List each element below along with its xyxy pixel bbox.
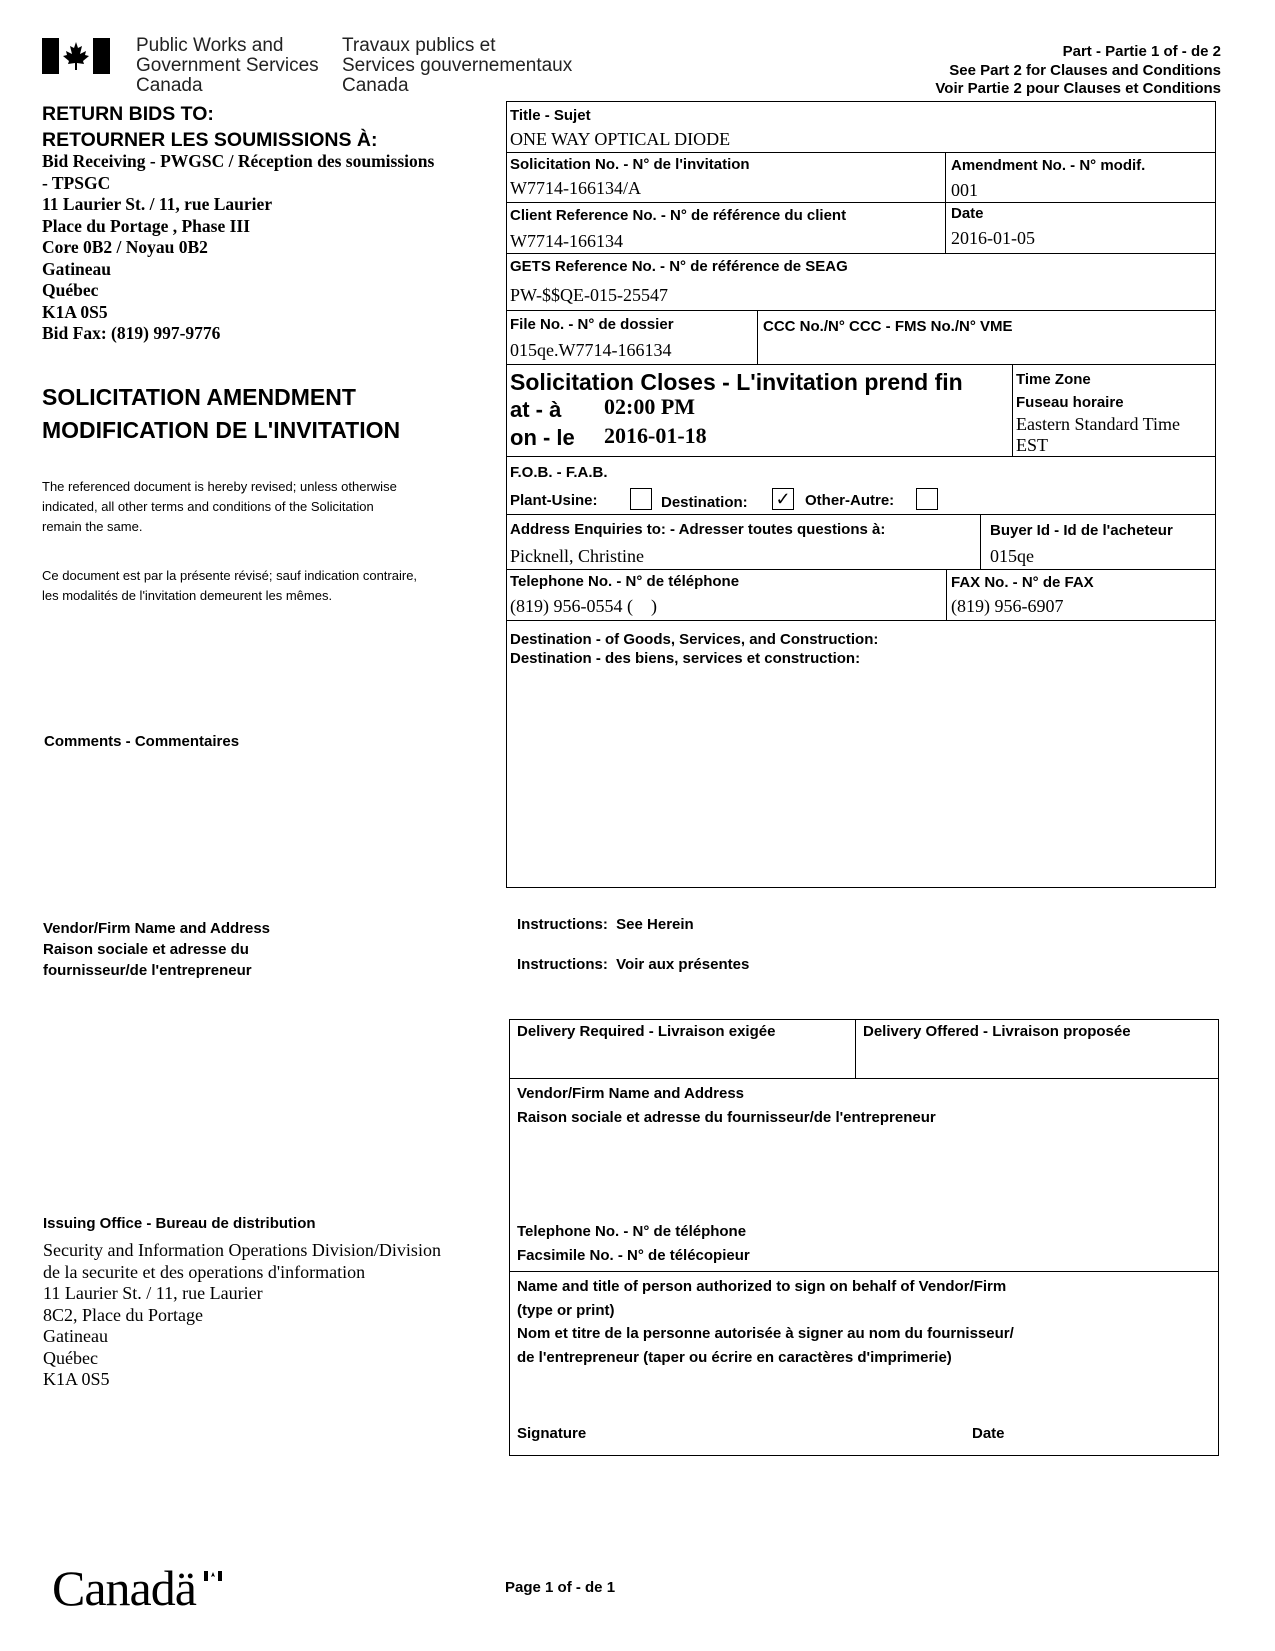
enquiries-value: Picknell, Christine [510,546,644,566]
divider [506,152,1216,153]
other-autre-checkbox[interactable] [916,488,938,510]
divider [509,1271,1219,1272]
part-indicator: Part - Partie 1 of - de 2 See Part 2 for Clauses and Conditions Voir Partie 2 pour Clauses et Conditions [935,43,1221,97]
solicitation-no-label: Solicitation No. - N° de l'invitation [510,156,750,173]
divider [946,569,947,620]
gets-ref-label: GETS Reference No. - N° de référence de SEAG [510,258,848,275]
time-zone-label: Time Zone Fuseau horaire [1016,371,1124,411]
buyer-id-label: Buyer Id - Id de l'acheteur [990,522,1173,539]
on-label: on - le [510,425,575,450]
destination-checkbox[interactable] [772,488,794,510]
vendor-name-address-label-fr: Raison sociale et adresse du fournisseur/de l'entrepreneur [517,1109,936,1126]
divider [1012,364,1013,456]
authorized-signer-label: Name and title of person authorized to sign on behalf of Vendor/Firm (type or print) Nom et titre de la personne autorisée à signer au nom du fournisseur/ de l'entrepreneur (taper ou écrire en caractères d'imprimerie) [517,1278,1014,1366]
divider [506,514,1216,515]
issuing-office-label: Issuing Office - Bureau de distribution [43,1215,316,1232]
buyer-id-value: 015qe [990,546,1034,566]
return-bids-address: Bid Receiving - PWGSC / Réception des soumissions - TPSGC 11 Laurier St. / 11, rue Laurier Place du Portage , Phase III Core 0B2 / Noyau 0B2 Gatineau Québec K1A 0S5 Bid Fax: (819) 997-9776 [42,151,435,343]
divider [945,152,946,253]
delivery-required-label: Delivery Required - Livraison exigée [517,1023,776,1040]
divider [506,569,1216,570]
notice-en: The referenced document is hereby revised; unless otherwise indicated, all other terms and conditions of the Solicitation remain the same. [42,479,397,534]
solicitation-no-value: W7714-166134/A [510,178,641,198]
destination-label: Destination: [661,494,748,511]
fax-value: (819) 956-6907 [951,596,1064,616]
closing-time-value: 02:00 PM [604,394,696,419]
at-label: at - à [510,397,562,422]
date-label: Date [951,205,984,222]
divider [980,514,981,569]
time-zone-value: Eastern Standard Time EST [1016,414,1180,455]
instructions-en: Instructions: See Herein [517,916,694,933]
telephone-label: Telephone No. - N° de téléphone [510,573,740,590]
gets-ref-value: PW-$$QE-015-25547 [510,285,668,305]
enquiries-label: Address Enquiries to: - Adresser toutes questions à: [510,521,886,538]
comments-label: Comments - Commentaires [44,733,240,750]
divider [855,1019,856,1079]
divider [509,1078,1219,1079]
document-title: SOLICITATION AMENDMENT MODIFICATION DE L'INVITATION [42,384,401,443]
client-ref-label: Client Reference No. - N° de référence du client [510,207,847,224]
plant-usine-checkbox[interactable] [630,488,652,510]
divider [757,310,758,364]
fax-label: FAX No. - N° de FAX [951,574,1094,591]
date-value: 2016-01-05 [951,228,1035,248]
canada-wordmark: Canadä [52,1560,196,1616]
other-autre-label: Other-Autre: [805,492,895,509]
client-ref-value: W7714-166134 [510,231,623,251]
title-value: ONE WAY OPTICAL DIODE [510,129,731,149]
file-no-label: File No. - N° de dossier [510,316,674,333]
department-name-en: Public Works and Government Services Canada [136,35,319,96]
file-no-value: 015qe.W7714-166134 [510,340,672,360]
vendor-telephone-label: Telephone No. - N° de téléphone [517,1223,747,1240]
divider [506,253,1216,254]
divider [506,456,1216,457]
closing-date-value: 2016-01-18 [604,423,707,448]
divider [506,202,1216,203]
check-mark-icon: ✓ [775,489,791,509]
issuing-office-address: Security and Information Operations Division/Division de la securite et des operations d'information 11 Laurier St. / 11, rue Laurier 8C2, Place du Portage Gatineau Québec K1A 0S5 [43,1240,441,1389]
destination-goods-label: Destination - of Goods, Services, and Construction: Destination - des biens, services et construction: [510,631,879,667]
notice-fr: Ce document est par la présente révisé; sauf indication contraire, les modalités de l'invitation demeurent les mêmes. [42,568,418,603]
plant-usine-label: Plant-Usine: [510,492,598,509]
flag-mini-icon [204,1568,222,1578]
closes-title: Solicitation Closes - L'invitation prend fin [510,369,963,395]
department-name-fr: Travaux publics et Services gouvernementaux Canada [342,35,573,96]
vendor-facsimile-label: Facsimile No. - N° de télécopieur [517,1247,750,1264]
fob-label: F.O.B. - F.A.B. [510,464,608,481]
amendment-no-label: Amendment No. - N° modif. [951,157,1146,174]
divider [506,620,1216,621]
title-label: Title - Sujet [510,107,591,124]
instructions-fr: Instructions: Voir aux présentes [517,956,750,973]
ccc-no-label: CCC No./N° CCC - FMS No./N° VME [763,318,1013,335]
vendor-name-address-label: Vendor/Firm Name and Address [517,1085,745,1102]
page-number: Page 1 of - de 1 [505,1579,616,1596]
vendor-label-left: Vendor/Firm Name and Address Raison sociale et adresse du fournisseur/de l'entrepreneur [43,920,271,979]
signature-label: Signature [517,1425,587,1442]
signature-date-label: Date [972,1425,1005,1442]
divider [506,364,1216,365]
amendment-no-value: 001 [951,180,978,200]
return-bids-title: RETURN BIDS TO: RETOURNER LES SOUMISSIONS À: [42,103,378,151]
canada-flag-icon [42,38,110,74]
telephone-value: (819) 956-0554 ( ) [510,596,657,616]
divider [506,310,1216,311]
delivery-offered-label: Delivery Offered - Livraison proposée [863,1023,1131,1040]
